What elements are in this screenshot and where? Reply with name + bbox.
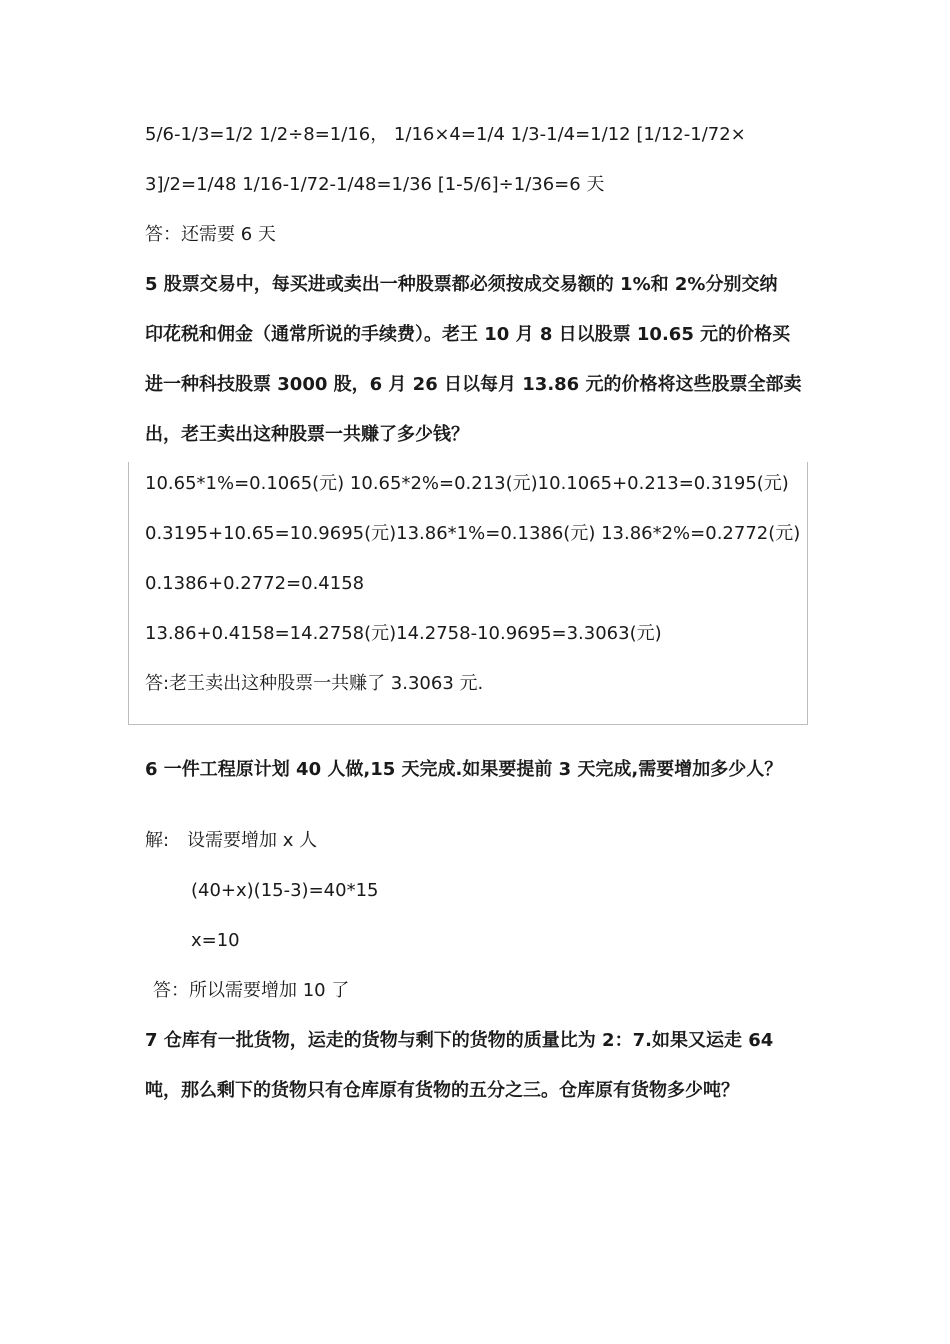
section4-line-2: 3]/2=1/48 1/16-1/72-1/48=1/36 [1-5/6]÷1/36=6 天 xyxy=(145,174,605,195)
question5-line-1: 5 股票交易中，每买进或卖出一种股票都必须按成交易额的 1%和 2%分别交纳 xyxy=(145,274,778,295)
solution5-line-2: 0.3195+10.65=10.9695(元)13.86*1%=0.1386(元) 13.86*2%=0.2772(元) xyxy=(145,523,801,544)
question5-line-2: 印花税和佣金（通常所说的手续费）。老王 10 月 8 日以股票 10.65 元的价格买 xyxy=(145,324,791,345)
solution5-line-3: 0.1386+0.2772=0.4158 xyxy=(145,573,365,594)
question7-line-2: 吨，那么剩下的货物只有仓库原有货物的五分之三。仓库原有货物多少吨？ xyxy=(145,1080,739,1101)
solution6-equation: (40+x)(15-3)=40*15 xyxy=(191,880,379,901)
solution5-line-1: 10.65*1%=0.1065(元) 10.65*2%=0.213(元)10.1065+0.213=0.3195(元) xyxy=(145,473,789,494)
solution5-line-4: 13.86+0.4158=14.2758(元)14.2758-10.9695=3.3063(元) xyxy=(145,623,662,644)
solution6-result: x=10 xyxy=(191,930,240,951)
question6-text: 6 一件工程原计划 40 人做,15 天完成.如果要提前 3 天完成,需要增加多少人？ xyxy=(145,759,783,780)
question5-line-3: 进一种科技股票 3000 股，6 月 26 日以每月 13.86 元的价格将这些股票全部卖 xyxy=(145,374,802,395)
section4-line-1: 5/6-1/3=1/2 1/2÷8=1/16， 1/16×4=1/4 1/3-1/4=1/12 [1/12-1/72× xyxy=(145,124,746,145)
solution5-answer: 答:老王卖出这种股票一共赚了 3.3063 元. xyxy=(145,673,484,694)
question5-line-4: 出，老王卖出这种股票一共赚了多少钱？ xyxy=(145,424,469,445)
question7-line-1: 7 仓库有一批货物，运走的货物与剩下的货物的质量比为 2：7.如果又运走 64 xyxy=(145,1030,774,1051)
solution6-answer: 答：所以需要增加 10 了 xyxy=(153,980,350,1001)
solution6-setup: 设需要增加 x 人 xyxy=(187,830,318,851)
solution6-label: 解: xyxy=(145,830,170,851)
section4-answer: 答：还需要 6 天 xyxy=(145,224,276,245)
